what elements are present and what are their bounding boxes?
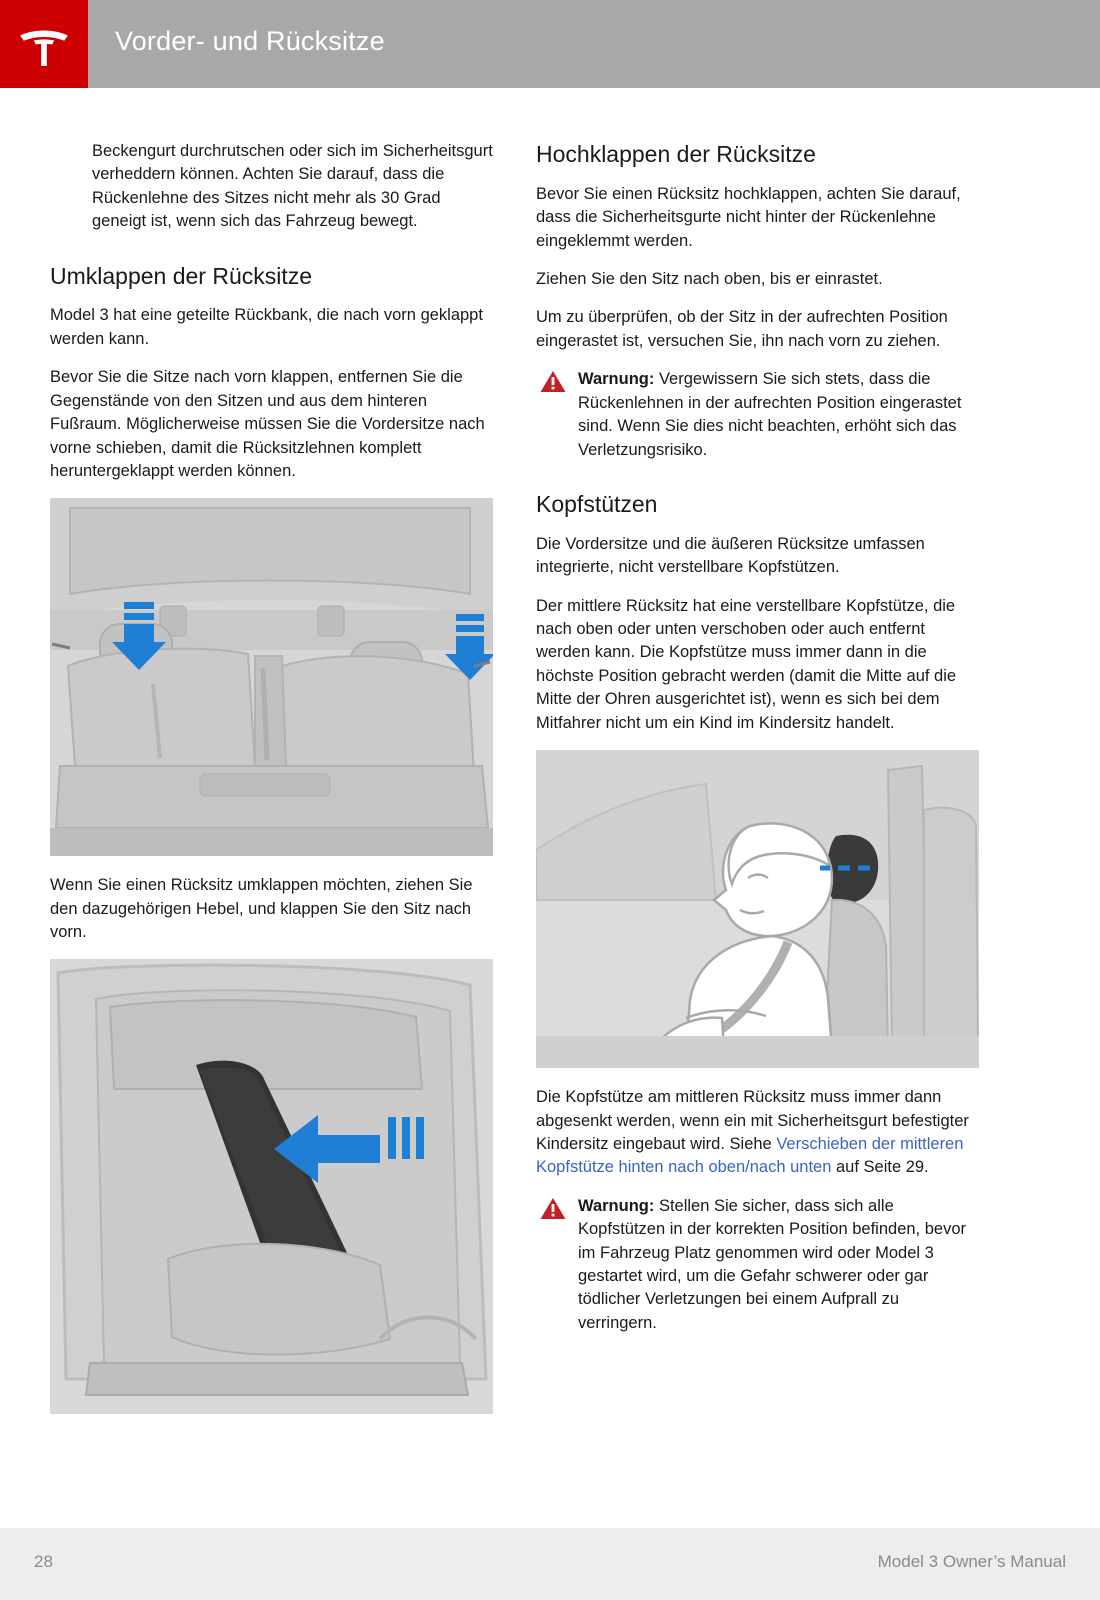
paragraph-head-3 [536, 1086, 979, 1180]
page-footer [0, 1528, 1100, 1600]
paragraph-head-3-part1: Die Kopfstütze am mittleren Rücksitz muss immer dann abgesenkt werden, wenn ein mit Sicherheitsgurt befestigter Kindersitz eingebaut wird. Siehe [536, 1088, 969, 1153]
figure-rear-seats [50, 498, 493, 856]
warning-triangle-icon [540, 370, 566, 393]
warning-body: Vergewissern Sie sich stets, dass die Rückenlehnen in der aufrechten Position eingerastet sind. Wenn Sie dies nicht beachten, erhöht sich das Verletzungsrisiko. [578, 370, 962, 459]
warning-label: Warnung: [578, 370, 655, 389]
page-title: Vorder- und Rücksitze [115, 26, 385, 56]
heading-kopfstuetzen: Kopfstützen [536, 490, 658, 517]
page-content [0, 88, 1100, 1528]
paragraph-head-1: Die Vordersitze und die äußeren Rücksitze umfassen integrierte, nicht verstellbare Kopfstützen. [536, 534, 925, 577]
paragraph-raise-3: Um zu überprüfen, ob der Sitz in der aufrechten Position eingerastet ist, versuchen Sie, ihn nach vorn zu ziehen. [536, 308, 948, 350]
caption-rear-seats: Wenn Sie einen Rücksitz umklappen möchten, ziehen Sie den dazugehörigen Hebel, und klappen Sie den Sitz nach vorn. [50, 876, 473, 942]
warning-text-headrests [578, 1195, 979, 1336]
paragraph-continued: Beckengurt durchrutschen oder sich im Sicherheitsgurt verheddern können. Achten Sie darauf, dass die Rückenlehne des Sitzes nicht mehr als 30 Grad geneigt ist, wenn sich das Fahrzeug bewegt. [92, 142, 493, 231]
warning-block-headrests [536, 1195, 979, 1336]
paragraph-fold-1: Model 3 hat eine geteilte Rückbank, die nach vorn geklappt werden kann. [50, 306, 483, 348]
warning-body: Stellen Sie sicher, dass sich alle Kopfstützen in der korrekten Position befinden, bevor im Fahrzeug Platz genommen wird oder Model 3 gestartet wird, um die Gefahr schwerer oder gar tödlicher Verletzungen bei einem Aufprall zu verringern. [578, 1196, 966, 1332]
heading-hochklappen: Hochklappen der Rücksitze [536, 141, 816, 167]
page-header [0, 0, 1100, 88]
manual-title: Model 3 Owner’s Manual [877, 1552, 1066, 1571]
warning-block-seatbacks [536, 368, 979, 462]
warning-label: Warnung: [578, 1196, 655, 1215]
page-number: 28 [34, 1552, 53, 1571]
warning-triangle-icon [540, 1197, 566, 1220]
figure-headrest-alignment [536, 750, 979, 1068]
left-column [50, 140, 493, 1432]
paragraph-fold-2: Bevor Sie die Sitze nach vorn klappen, entfernen Sie die Gegenstände von den Sitzen und aus dem hinteren Fußraum. Möglicherweise müssen Sie die Vordersitze nach vorne schieben, damit die Rücksitzlehnen komplett heruntergeklappt werden können. [50, 368, 485, 480]
paragraph-raise-2: Ziehen Sie den Sitz nach oben, bis er einrastet. [536, 270, 883, 289]
figure-folded-seat [50, 959, 493, 1414]
cross-reference-link[interactable]: Verschieben der mittleren Kopfstütze hinten nach oben/nach unten [536, 1134, 964, 1177]
paragraph-head-3-part2: auf Seite 29. [831, 1158, 929, 1177]
warning-text-seatbacks [578, 368, 979, 462]
paragraph-raise-1: Bevor Sie einen Rücksitz hochklappen, achten Sie darauf, dass die Sicherheitsgurte nicht hinter der Rückenlehne eingeklemmt werden. [536, 184, 961, 250]
tesla-logo [0, 0, 88, 88]
heading-umklappen: Umklappen der Rücksitze [50, 262, 313, 289]
paragraph-head-2: Der mittlere Rücksitz hat eine verstellbare Kopfstütze, die nach oben oder unten verschoben oder auch entfernt werden kann. Die Kopfstütze muss immer dann in die höchste Position gebracht werden (damit die Mitte auf die Mitte der Ohren ausgerichtet ist), wenn es sich bei dem Mitfahrer nicht um ein Kind im Kindersitz handelt. [536, 596, 957, 732]
right-column [536, 140, 979, 1350]
